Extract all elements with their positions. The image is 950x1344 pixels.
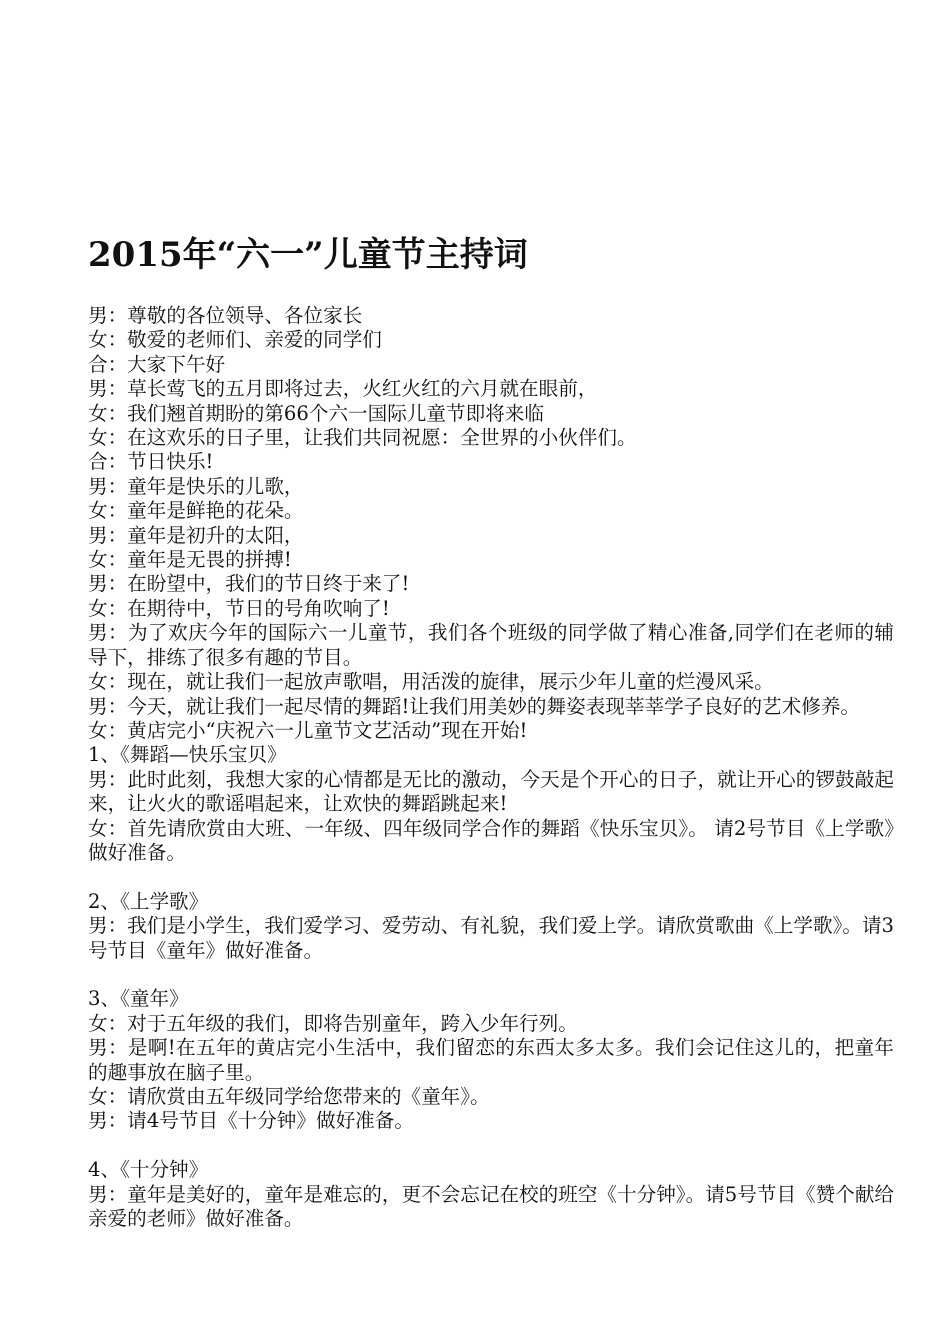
dialogue-line: 女：对于五年级的我们，即将告别童年，跨入少年行列。 <box>88 1011 578 1035</box>
dialogue-line: 男：童年是初升的太阳， <box>88 523 304 547</box>
dialogue-line: 女：童年是无畏的拼搏! <box>88 548 292 572</box>
blank-line <box>88 963 894 987</box>
program-heading: 1、《舞蹈—快乐宝贝》 <box>88 743 287 767</box>
dialogue-line: 男：我们是小学生，我们爱学习、爱劳动、有礼貌，我们爱上学。请欣赏歌曲《上学歌》。请3号节目《童年》做好准备。 <box>88 914 895 962</box>
dialogue-line: 合：节日快乐! <box>88 450 214 474</box>
dialogue-line: 女：请欣赏由五年级同学给您带来的《童年》。 <box>88 1084 490 1108</box>
document-title: 2015年“六一”儿童节主持词 <box>88 235 528 275</box>
dialogue-line: 男：为了欢庆今年的国际六一儿童节，我们各个班级的同学做了精心准备,同学们在老师的辅导下，排练了很多有趣的节目。 <box>88 621 894 669</box>
program-heading: 4、《十分钟》 <box>88 1158 209 1182</box>
dialogue-line: 男：此时此刻，我想大家的心情都是无比的激动，今天是个开心的日子，就让开心的锣鼓敲起来，让火火的歌谣唱起来，让欢快的舞蹈跳起来! <box>88 767 894 816</box>
dialogue-line: 女：在这欢乐的日子里，让我们共同祝愿：全世界的小伙伴们。 <box>88 426 637 450</box>
dialogue-line: 女：黄店完小“庆祝六一儿童节文艺活动”现在开始! <box>88 718 528 742</box>
dialogue-line: 男：今天，就让我们一起尽情的舞蹈!让我们用美妙的舞姿表现莘莘学子良好的艺术修养。 <box>88 694 861 718</box>
dialogue-line: 女：敬爱的老师们、亲爱的同学们 <box>88 328 382 352</box>
dialogue-line: 男：童年是快乐的儿歌， <box>88 474 304 498</box>
program-heading: 2、《上学歌》 <box>88 889 209 913</box>
dialogue-line: 男：童年是美好的，童年是难忘的，更不会忘记在校的班空《十分钟》。请5号节目《赞个献给亲爱的老师》做好准备。 <box>88 1182 895 1230</box>
dialogue-line: 男：请4号节目《十分钟》做好准备。 <box>88 1109 414 1133</box>
dialogue-line: 女：童年是鲜艳的花朵。 <box>88 499 304 523</box>
dialogue-line: 男：草长莺飞的五月即将过去，火红火红的六月就在眼前， <box>88 377 598 401</box>
dialogue-line: 女：现在，就让我们一起放声歌唱，用活泼的旋律，展示少年儿童的烂漫风采。 <box>88 670 774 694</box>
dialogue-line: 女：在期待中，节日的号角吹响了! <box>88 596 390 620</box>
document-body <box>88 304 894 1231</box>
dialogue-line: 女：我们翘首期盼的第66个六一国际儿童节即将来临 <box>88 401 544 425</box>
dialogue-line: 女：首先请欣赏由大班、一年级、四年级同学合作的舞蹈《快乐宝贝》。 请2号节目《上学歌》做好准备。 <box>88 816 894 864</box>
dialogue-line: 男：在盼望中，我们的节日终于来了! <box>88 572 410 596</box>
dialogue-line: 男：是啊!在五年的黄店完小生活中，我们留恋的东西太多太多。我们会记住这儿的，把童年的趣事放在脑子里。 <box>88 1036 894 1084</box>
program-heading: 3、《童年》 <box>88 987 189 1011</box>
dialogue-line: 男：尊敬的各位领导、各位家长 <box>88 304 363 327</box>
dialogue-line: 合：大家下午好 <box>88 352 226 376</box>
blank-line <box>88 1134 894 1158</box>
blank-line <box>88 865 894 889</box>
